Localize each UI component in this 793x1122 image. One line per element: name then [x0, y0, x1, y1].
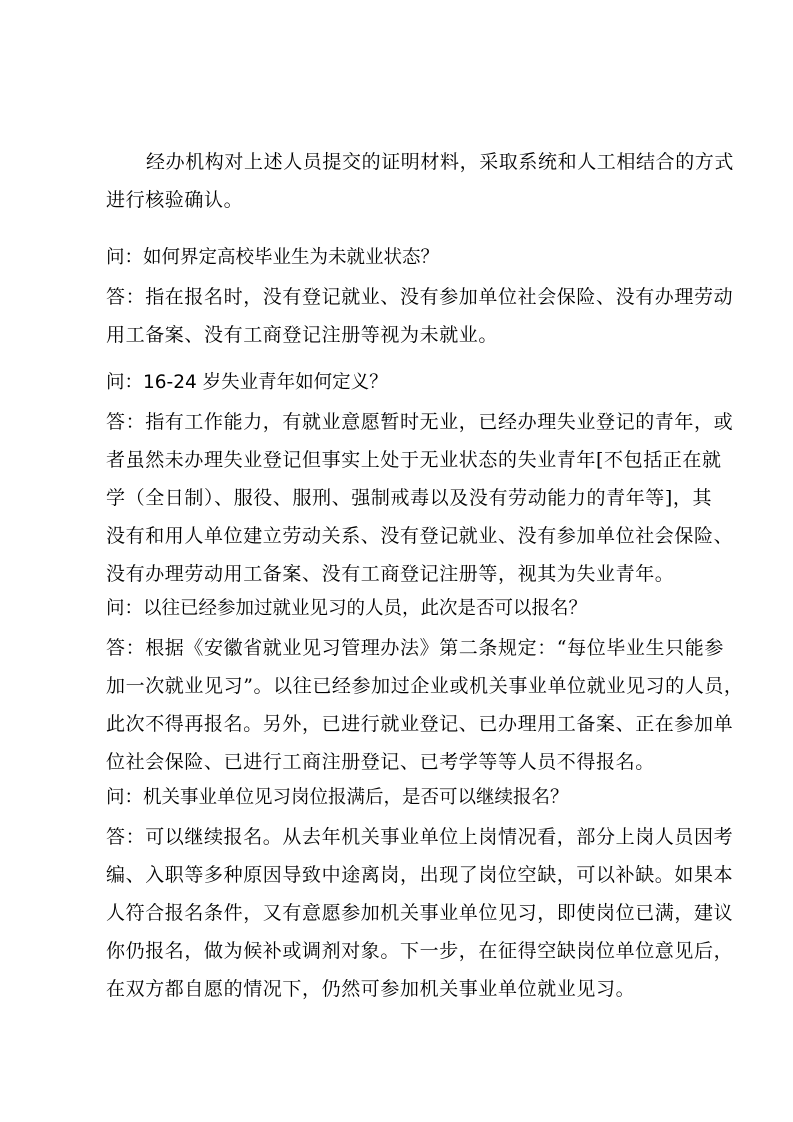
- answer-line: 人符合报名条件，又有意愿参加机关事业单位见习，即使岗位已满，建议: [106, 902, 734, 924]
- question-heading: 问：机关事业单位见习岗位报满后，是否可以继续报名？: [106, 787, 569, 808]
- answer-line: 用工备案、没有工商登记注册等视为未就业。: [106, 324, 499, 346]
- qa-item: [106, 589, 744, 781]
- intro-line: 进行核验确认。: [106, 189, 244, 211]
- answer-line: 在双方都自愿的情况下，仍然可参加机关事业单位就业见习。: [106, 978, 636, 1000]
- answer-line: 者虽然未办理失业登记但事实上处于无业状态的失业青年[不包括正在就: [106, 449, 722, 471]
- answer-line: 位社会保险、已进行工商注册登记、已考学等等人员不得报名。: [106, 751, 655, 773]
- answer-line: 答：指有工作能力，有就业意愿暂时无业，已经办理失业登记的青年，或: [106, 411, 734, 433]
- answer-line: 你仍报名，做为候补或调剂对象。下一步，在征得空缺岗位单位意见后，: [106, 940, 734, 962]
- answer-line: 编、入职等多种原因导致中途离岗，出现了岗位空缺，可以补缺。如果本: [106, 864, 734, 886]
- answer-line: 答：指在报名时，没有登记就业、没有参加单位社会保险、没有办理劳动: [106, 286, 734, 308]
- answer-line: 答：可以继续报名。从去年机关事业单位上岗情况看，部分上岗人员因考: [106, 826, 734, 848]
- intro-paragraph: [106, 143, 735, 219]
- answer-line: 没有办理劳动用工备案、没有工商登记注册等，视其为失业青年。: [106, 563, 675, 585]
- answer-line: 学（全日制）、服役、服刑、强制戒毒以及没有劳动能力的青年等]，其: [106, 487, 713, 509]
- answer-line: 加一次就业见习”。以往已经参加过企业或机关事业单位就业见习的人员，: [106, 675, 744, 697]
- answer-line: 没有和用人单位建立劳动关系、没有登记就业、没有参加单位社会保险、: [106, 525, 734, 547]
- intro-line: 经办机构对上述人员提交的证明材料，采取系统和人工相结合的方式: [146, 151, 735, 173]
- question-heading: 问：以往已经参加过就业见习的人员，此次是否可以报名？: [106, 598, 588, 619]
- question-heading: 问：16-24 岁失业青年如何定义？: [106, 372, 388, 393]
- qa-item: [106, 238, 734, 354]
- qa-item: [106, 778, 734, 1008]
- answer-line: 此次不得再报名。另外，已进行就业登记、已办理用工备案、正在参加单: [106, 713, 734, 735]
- answer-line: 答：根据《安徽省就业见习管理办法》第二条规定：“每位毕业生只能参: [106, 637, 724, 659]
- question-heading: 问：如何界定高校毕业生为未就业状态？: [106, 247, 440, 268]
- qa-item: [106, 363, 734, 593]
